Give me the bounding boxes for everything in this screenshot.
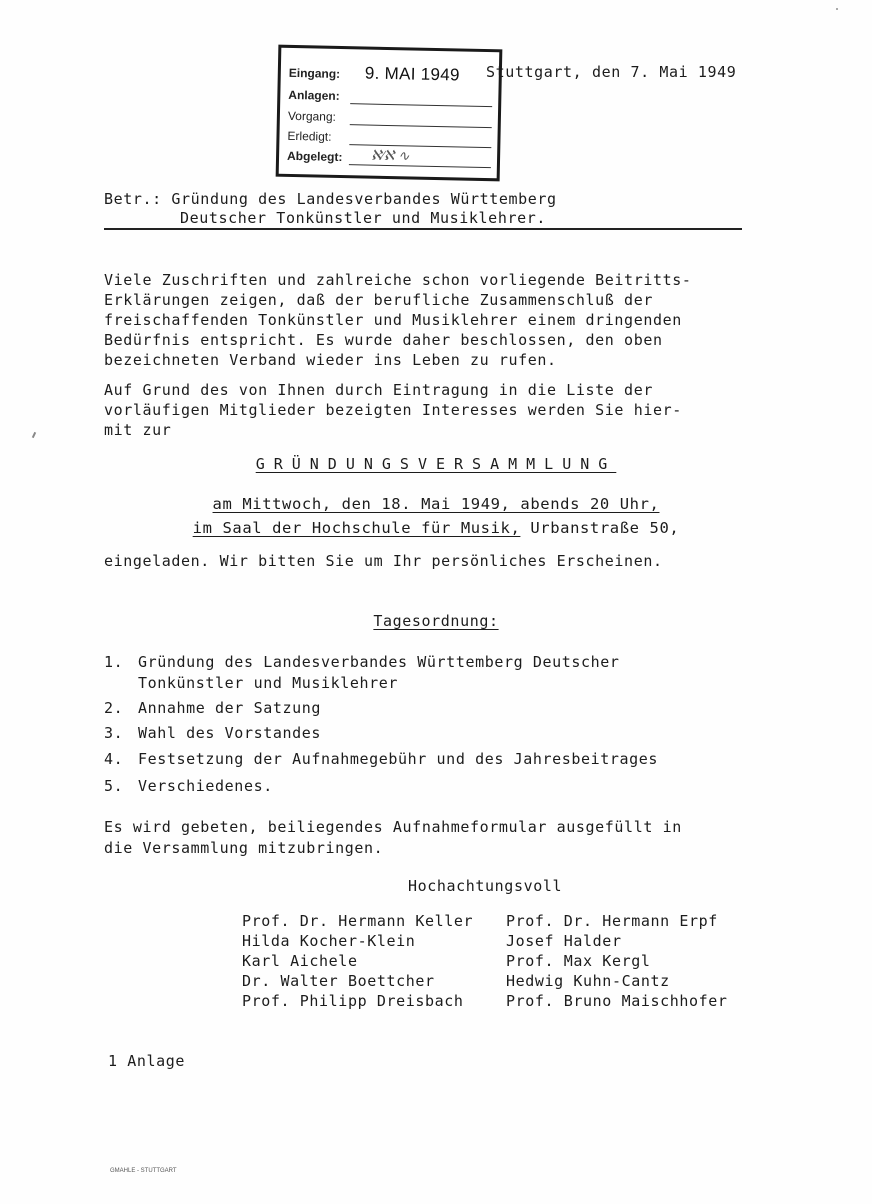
stamp-line [350,124,492,128]
signatory-left: Dr. Walter Boettcher [242,972,435,990]
assembly-where [0,518,872,538]
signatory-right: Prof. Max Kergl [506,952,651,970]
paragraph-1-line: Bedürfnis entspricht. Es wurde daher beschlossen, den oben [104,331,663,349]
stamp-process-label: Vorgang: [287,108,337,124]
paragraph-1-line: Viele Zuschriften und zahlreiche schon vorliegende Beitritts- [104,271,692,289]
paragraph-2-line: Auf Grund des von Ihnen durch Eintragung in die Liste der [104,381,653,399]
paragraph-2-line: vorläufigen Mitglieder bezeigten Interesses werden Sie hier- [104,401,682,419]
enclosure-note: 1 Anlage [108,1052,186,1070]
agenda-item-text: Annahme der Satzung [138,699,321,717]
agenda-item-text-continued: Tonkünstler und Musiklehrer [138,674,399,692]
paragraph-2-line: mit zur [104,421,172,439]
signatory-right: Josef Halder [506,932,622,950]
paragraph-1-line: bezeichneten Verband wieder ins Leben zu rufen. [104,351,557,369]
stamp-filed-label: Abgelegt: [286,148,343,165]
agenda-item-text: Wahl des Vorstandes [138,724,321,742]
agenda-item-number: 2. [104,699,124,717]
stamp-initials-scribble: ℵ⁄ℵ ∿ [370,148,410,165]
agenda-item-text: Festsetzung der Aufnahmegebühr und des Jahresbeitrages [138,750,659,768]
scan-speck [836,8,838,10]
assembly-when: am Mittwoch, den 18. Mai 1949, abends 20 Uhr, [212,495,660,513]
signatory-left: Hilda Kocher-Klein [242,932,416,950]
subject-rule [104,228,742,230]
signatory-right: Prof. Bruno Maischhofer [506,992,728,1010]
stamp-done-label: Erledigt: [287,128,332,144]
signatory-left: Karl Aichele [242,952,358,970]
assembly-title: GRÜNDUNGSVERSAMMLUNG [255,455,617,473]
assembly-address: Urbanstraße 50, [520,519,680,537]
invitation-line: eingeladen. Wir bitten Sie um Ihr persönliches Erscheinen. [104,552,663,570]
salutation: Hochachtungsvoll [408,877,563,895]
agenda-item-text: Verschiedenes. [138,777,273,795]
agenda-item-text: Gründung des Landesverbandes Württemberg Deutscher [138,653,620,671]
signatory-right: Prof. Dr. Hermann Erpf [506,912,718,930]
stamp-attachments-label: Anlagen: [288,87,340,103]
stamp-received-label: Eingang: [288,65,341,81]
printer-mark: GMAHLE - STUTTGART [110,1168,177,1174]
request-line: die Versammlung mitzubringen. [104,839,384,857]
paragraph-1-line: freischaffenden Tonkünstler und Musiklehrer einem dringenden [104,311,682,329]
agenda-item-number: 5. [104,777,124,795]
assembly-venue: im Saal der Hochschule für Musik, [192,519,521,537]
signatory-right: Hedwig Kuhn-Cantz [506,972,670,990]
scan-speck [32,432,36,438]
stamp-line [350,103,492,107]
paragraph-1-line: Erklärungen zeigen, daß der berufliche Zusammenschluß der [104,291,653,309]
subject-line-1: Betr.: Gründung des Landesverbandes Württemberg [104,190,557,208]
stamp-line [349,164,491,168]
agenda-item-number: 4. [104,750,124,768]
agenda-heading: Tagesordnung: [373,612,499,630]
place-date: Stuttgart, den 7. Mai 1949 [486,63,737,81]
stamp-received-date: 9. MAI 1949 [364,63,460,85]
subject-line-2: Deutscher Tonkünstler und Musiklehrer. [180,209,546,227]
signatory-left: Prof. Philipp Dreisbach [242,992,464,1010]
agenda-item-number: 1. [104,653,124,671]
request-line: Es wird gebeten, beiliegendes Aufnahmeformular ausgefüllt in [104,818,682,836]
signatory-left: Prof. Dr. Hermann Keller [242,912,474,930]
receipt-stamp [276,45,503,182]
agenda-item-number: 3. [104,724,124,742]
